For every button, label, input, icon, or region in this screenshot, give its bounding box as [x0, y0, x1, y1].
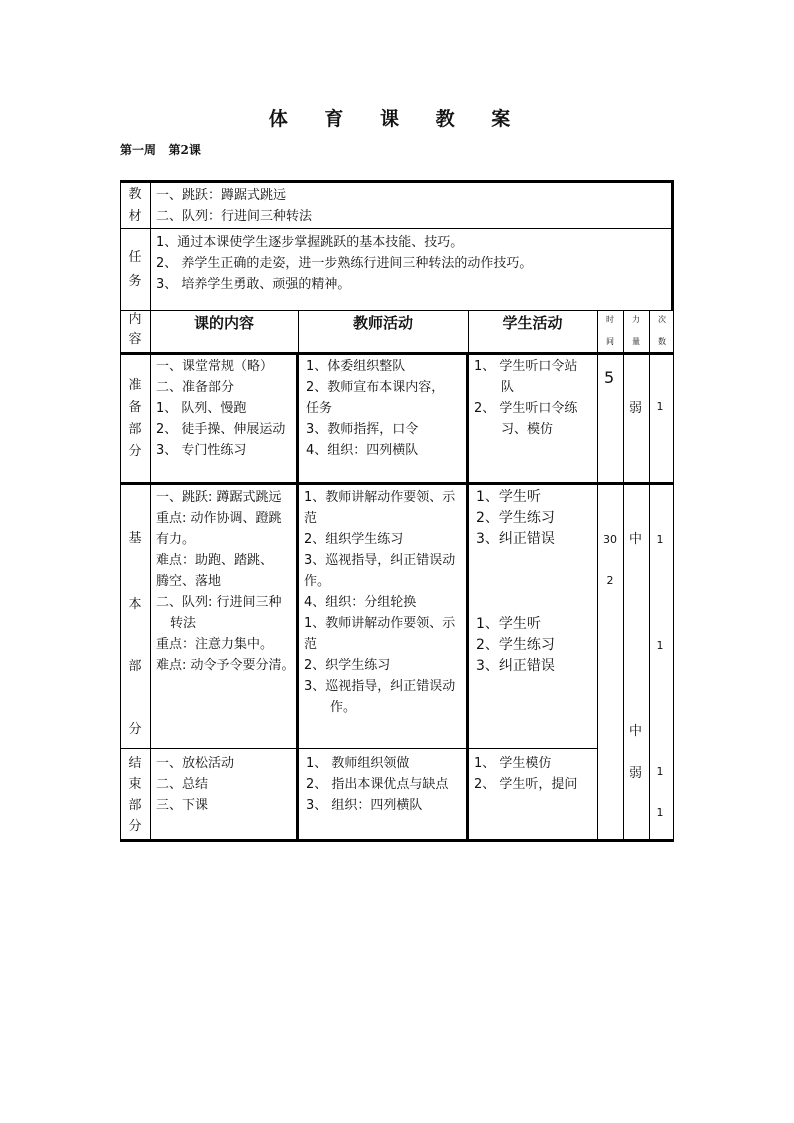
table-top-border — [120, 180, 674, 183]
end-count-1: 1 — [656, 765, 664, 778]
column-divider-bold — [296, 352, 299, 842]
end-count-2: 1 — [656, 806, 664, 819]
basic-count-drill: 1 — [656, 639, 664, 652]
prep-section-label: 准 备 部 分 — [128, 378, 142, 459]
column-divider — [649, 310, 650, 842]
column-divider-bold — [466, 352, 469, 842]
basic-teacher-activity: 1、教师讲解动作要领、示 范 2、组织学生练习 3、巡视指导，纠正错误动 作。 4、组织：分组轮换 1、教师讲解动作要领、示 范 2、织学生练习 3、巡视指导，纠正错误动 作。 — [304, 490, 456, 715]
table-right-border — [671, 180, 674, 310]
end-load: 弱 — [629, 766, 643, 781]
basic-time-1: 30 — [603, 533, 617, 546]
basic-time-2: 2 — [606, 574, 614, 587]
row-divider — [120, 228, 674, 229]
prep-count: 1 — [656, 400, 664, 413]
section-border — [120, 482, 674, 485]
table-bottom-border — [120, 839, 674, 842]
column-divider — [150, 180, 151, 842]
task-content: 1、通过本课使学生逐步掌握跳跃的基本技能、技巧。 2、 养学生正确的走姿，进一步熟练行进间三种转法的动作技巧。 3、 培养学生勇敢、顽强的精神。 — [156, 235, 533, 292]
prep-student-activity: 1、 学生听口令站 队 2、 学生听口令练 习、模仿 — [474, 359, 578, 437]
student-activity-header: 学生活动 — [502, 314, 563, 332]
prep-teacher-activity: 1、体委组织整队 2、教师宣布本课内容， 任务 3、教师指挥，口令 4、组织：四列横队 — [306, 359, 445, 458]
basic-section-label-1: 基 — [128, 531, 142, 546]
section-border — [120, 352, 674, 355]
lesson-content-header: 课的内容 — [193, 314, 254, 332]
week-lesson-label: 第一周 第2课 — [120, 143, 201, 157]
end-content: 一、放松活动 二、总结 三、下课 — [156, 756, 235, 813]
end-student-activity: 1、 学生模仿 2、 学生听，提问 — [474, 756, 578, 792]
end-section-label: 结 束 部 分 — [128, 756, 142, 834]
basic-count-jump: 1 — [656, 533, 664, 546]
basic-section-label-3: 部 — [128, 659, 142, 674]
basic-student-activity-drill: 1、学生听 2、学生练习 3、纠正错误 — [476, 616, 555, 674]
time-header: 时 间 — [606, 315, 614, 346]
count-header: 次 数 — [658, 315, 666, 346]
material-content: 一、跳跃：蹲踞式跳远 二、队列：行进间三种转法 — [156, 188, 313, 224]
column-divider — [597, 310, 598, 842]
material-label: 教 材 — [128, 187, 142, 224]
basic-load-jump: 中 — [629, 532, 643, 547]
basic-student-activity-jump: 1、学生听 2、学生练习 3、纠正错误 — [476, 489, 555, 547]
teacher-activity-header: 教师活动 — [352, 314, 413, 332]
row-divider — [120, 310, 674, 311]
task-label: 任 务 — [128, 250, 142, 289]
end-teacher-activity: 1、 教师组织领做 2、 指出本课优点与缺点 3、 组织：四列横队 — [306, 756, 449, 813]
row-divider — [120, 748, 598, 749]
content-header-label: 内 容 — [128, 312, 142, 347]
basic-content: 一、跳跃: 蹲踞式跳远 重点: 动作协调、蹬跳 有力。 难点：助跑、踏跳、 腾空、落地 二、队列: 行进间三种 转法 重点：注意力集中。 难点: 动令予令要分清。 — [156, 490, 295, 673]
basic-section-label-2: 本 — [128, 597, 142, 612]
page-title: 体 育 课 教 案 — [268, 108, 526, 130]
column-divider — [623, 310, 624, 842]
prep-time: 5 — [604, 368, 615, 387]
basic-load-drill: 中 — [629, 724, 643, 739]
basic-section-label-4: 分 — [128, 722, 142, 737]
load-header: 力 量 — [632, 315, 640, 346]
prep-content: 一、课堂常规（略） 二、准备部分 1、 队列、慢跑 2、 徒手操、伸展运动 3、 专门性练习 — [156, 359, 286, 458]
prep-load: 弱 — [629, 401, 643, 416]
